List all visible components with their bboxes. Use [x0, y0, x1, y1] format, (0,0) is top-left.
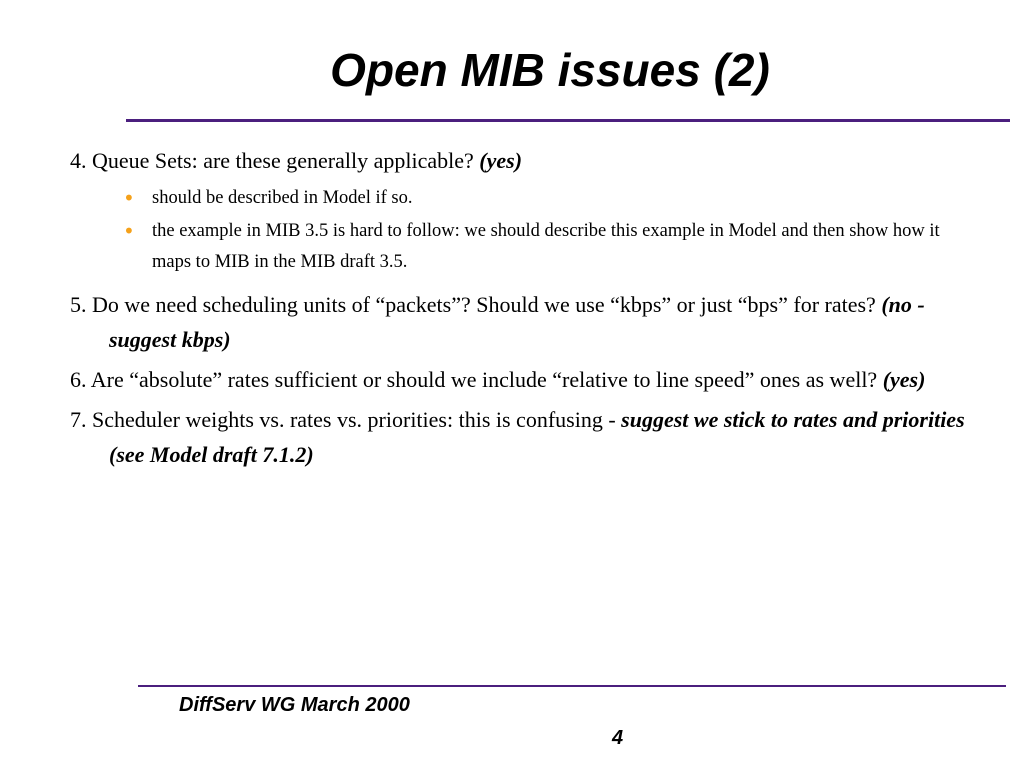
issue-text: 4. Queue Sets: are these generally applicable? [70, 148, 480, 173]
sub-bullet-text: the example in MIB 3.5 is hard to follow: we should describe this example in Model and then show how it maps to MIB in the MIB draft 3.5. [152, 221, 940, 272]
issue-answer: suggest we stick to rates and priorities (see Model draft 7.1.2) [109, 407, 965, 467]
bullet-icon: • [123, 219, 135, 243]
issue-answer: (yes) [479, 148, 523, 173]
issue-item-7 [70, 402, 970, 472]
slide-body [70, 143, 970, 477]
page-number: 4 [612, 727, 624, 749]
issue-answer: (yes) [882, 367, 926, 392]
sub-bullet-text: should be described in Model if so. [152, 188, 413, 208]
issue-item-5 [70, 287, 970, 357]
issue-text: 7. Scheduler weights vs. rates vs. priorities: this is confusing - [70, 407, 622, 432]
title-divider [126, 119, 1010, 122]
issue-text: 6. Are “absolute” rates sufficient or should we include “relative to line speed” ones as well? [70, 367, 883, 392]
footer-divider [138, 685, 1006, 687]
slide-title: Open MIB issues (2) [330, 44, 770, 96]
issue-text: 5. Do we need scheduling units of “packets”? Should we use “kbps” or just “bps” for rates? [70, 292, 882, 317]
bullet-icon: • [123, 186, 135, 210]
sub-bullet-item [70, 216, 970, 278]
issue-item-4 [70, 143, 970, 178]
issue-item-6 [70, 362, 970, 397]
footer-text: DiffServ WG March 2000 [179, 694, 410, 716]
issue-answer: (no - suggest kbps) [109, 292, 925, 352]
sub-bullet-item [70, 183, 970, 214]
